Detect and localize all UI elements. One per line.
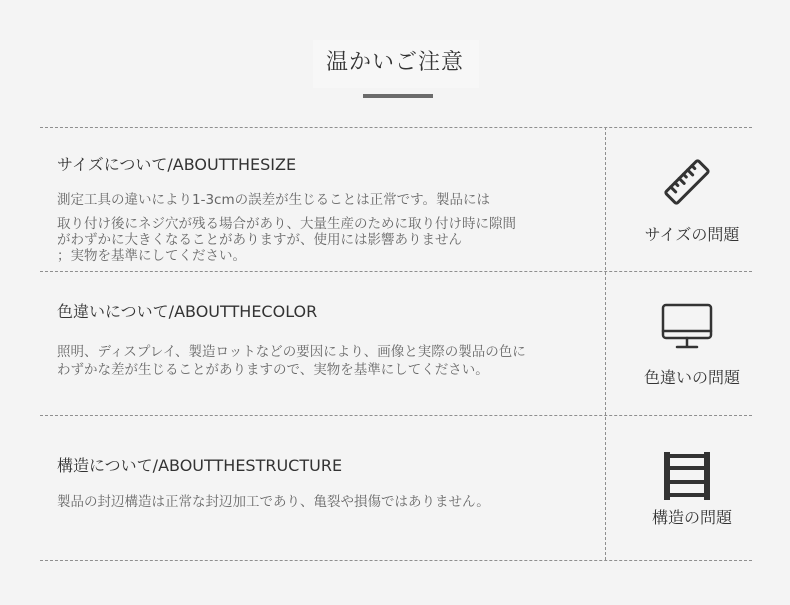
section-body-line: 製品の封辺構造は正常な封辺加工であり、亀裂や損傷ではありません。: [57, 494, 490, 510]
section-body-line: わずかな差が生じることがありますので、実物を基準にしてください。: [57, 362, 489, 378]
shelf-icon: [661, 451, 713, 501]
page-title: 温かいご注意: [325, 50, 464, 75]
section-body-line: 照明、ディスプレイ、製造ロットなどの要因により、画像と実際の製品の色に: [57, 344, 526, 360]
divider-bottom: [40, 560, 752, 561]
divider-top: [40, 127, 752, 128]
section-body-line: がわずかに大きくなることがありますが、使用には影響ありません: [57, 232, 462, 248]
title-underline-bar: [363, 94, 433, 98]
divider-row-2: [40, 415, 752, 416]
section-heading: 色違いについて/ABOUTTHECOLOR: [57, 302, 318, 321]
divider-vertical: [605, 127, 606, 560]
divider-row-1: [40, 271, 752, 272]
section-label: サイズの問題: [644, 225, 740, 244]
monitor-icon: [661, 302, 713, 352]
section-body-line: 取り付け後にネジ穴が残る場合があり、大量生産のために取り付け時に隙間: [57, 216, 516, 232]
section-body-line: ；実物を基準にしてください。: [57, 248, 246, 264]
section-body-line: 測定工具の違いにより1-3cmの誤差が生じることは正常です。製品には: [57, 192, 491, 208]
ruler-icon: [661, 157, 713, 207]
section-heading: 構造について/ABOUTTHESTRUCTURE: [57, 456, 343, 475]
section-heading: サイズについて/ABOUTTHESIZE: [57, 155, 297, 174]
section-label: 構造の問題: [651, 508, 732, 527]
section-label: 色違いの問題: [643, 368, 740, 387]
